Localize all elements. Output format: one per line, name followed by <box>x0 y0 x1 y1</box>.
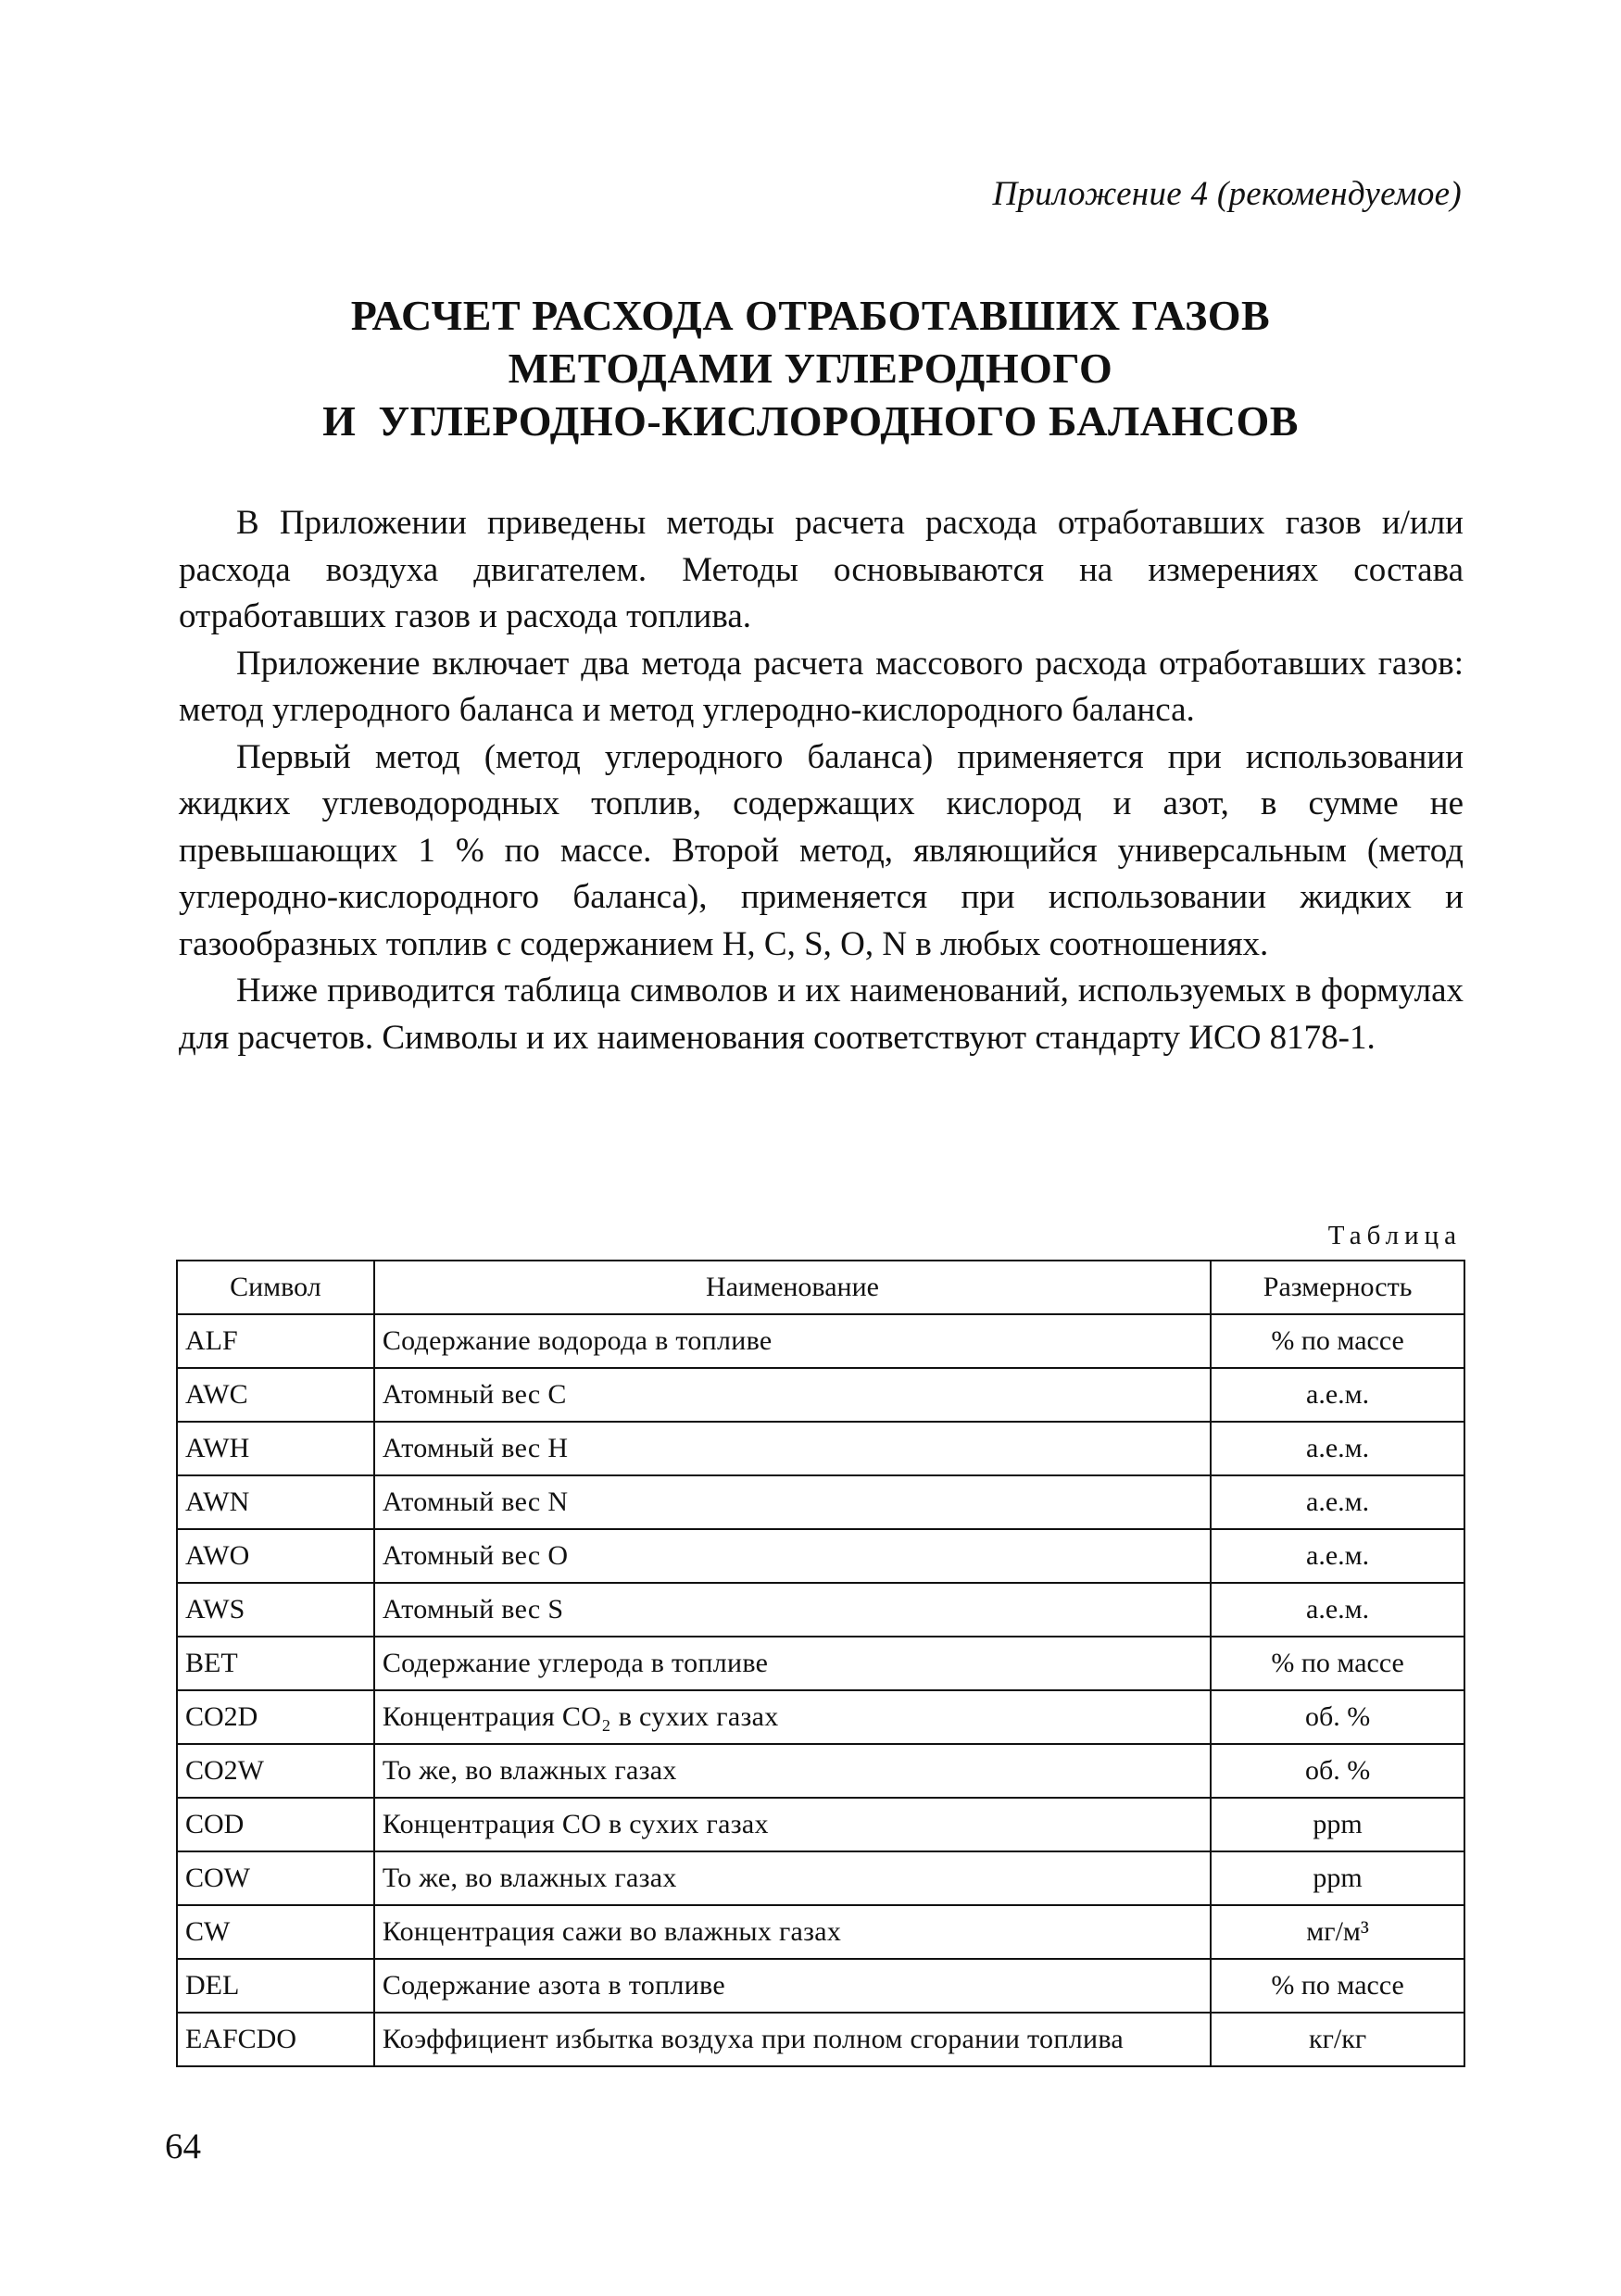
title-line-2: МЕТОДАМИ УГЛЕРОДНОГО <box>508 345 1113 392</box>
cell-unit: а.е.м. <box>1211 1475 1464 1529</box>
table-row <box>177 1905 1464 1959</box>
header-name: Наименование <box>374 1261 1211 1314</box>
table-row <box>177 2013 1464 2066</box>
cell-symbol: COW <box>177 1851 374 1905</box>
cell-name: Коэффициент избытка воздуха при полном сгорании топлива <box>374 2013 1211 2066</box>
cell-unit: об. % <box>1211 1744 1464 1798</box>
table-row <box>177 1368 1464 1422</box>
cell-symbol: EAFCDO <box>177 2013 374 2066</box>
cell-name: Атомный вес H <box>374 1422 1211 1475</box>
header-symbol: Символ <box>177 1261 374 1314</box>
cell-name: Концентрация CO в сухих газах <box>374 1798 1211 1851</box>
cell-symbol: DEL <box>177 1959 374 2013</box>
cell-symbol: AWH <box>177 1422 374 1475</box>
table-header-row <box>177 1261 1464 1314</box>
cell-symbol: CW <box>177 1905 374 1959</box>
cell-unit: а.е.м. <box>1211 1422 1464 1475</box>
cell-unit: ppm <box>1211 1798 1464 1851</box>
paragraph-3: Первый метод (метод углеродного баланса) применяется при использовании жидких углеводородных топлив, содержащих кислород и азот, в сумме не превышающих 1 % по массе. Второй метод, являющийся универсальным (метод углеродно-кислородного баланса), применяется при использовании жидких и газообразных топлив с содержанием H, C, S, O, N в любых соотношениях. <box>179 737 1464 963</box>
table-row <box>177 1637 1464 1690</box>
cell-unit: а.е.м. <box>1211 1368 1464 1422</box>
cell-symbol: CO2D <box>177 1690 374 1744</box>
cell-symbol: BET <box>177 1637 374 1690</box>
body-text <box>179 500 1464 1061</box>
table-row <box>177 1851 1464 1905</box>
table-row <box>177 1690 1464 1744</box>
page-title <box>0 289 1621 447</box>
title-line-3: И УГЛЕРОДНО-КИСЛОРОДНОГО БАЛАНСОВ <box>322 397 1299 445</box>
table-caption: Таблица <box>1327 1221 1462 1250</box>
cell-unit: а.е.м. <box>1211 1583 1464 1637</box>
header-unit: Размерность <box>1211 1261 1464 1314</box>
table-row <box>177 1959 1464 2013</box>
cell-name: Концентрация CO₂ в сухих газах <box>374 1690 1211 1744</box>
table-row <box>177 1798 1464 1851</box>
cell-name: Концентрация сажи во влажных газах <box>374 1905 1211 1959</box>
cell-unit: а.е.м. <box>1211 1529 1464 1583</box>
page-number: 64 <box>165 2127 201 2166</box>
paragraph-2: Приложение включает два метода расчета массового расхода отработавших газов: метод углеродного баланса и метод углеродно-кислородного баланса. <box>179 644 1464 729</box>
cell-name: Атомный вес S <box>374 1583 1211 1637</box>
cell-name: То же, во влажных газах <box>374 1744 1211 1798</box>
cell-name: Содержание углерода в топливе <box>374 1637 1211 1690</box>
table-row <box>177 1475 1464 1529</box>
appendix-label: Приложение 4 (рекомендуемое) <box>992 175 1462 213</box>
cell-unit: % по массе <box>1211 1314 1464 1368</box>
table-row <box>177 1583 1464 1637</box>
cell-name: То же, во влажных газах <box>374 1851 1211 1905</box>
cell-unit: мг/м³ <box>1211 1905 1464 1959</box>
title-line-1: РАСЧЕТ РАСХОДА ОТРАБОТАВШИХ ГАЗОВ <box>350 292 1271 339</box>
cell-symbol: CO2W <box>177 1744 374 1798</box>
table-row <box>177 1422 1464 1475</box>
cell-name: Атомный вес C <box>374 1368 1211 1422</box>
cell-name: Содержание азота в топливе <box>374 1959 1211 2013</box>
cell-symbol: ALF <box>177 1314 374 1368</box>
cell-symbol: AWO <box>177 1529 374 1583</box>
table-row <box>177 1314 1464 1368</box>
cell-symbol: AWN <box>177 1475 374 1529</box>
symbols-table <box>176 1260 1465 2067</box>
cell-unit: % по массе <box>1211 1959 1464 2013</box>
cell-unit: ppm <box>1211 1851 1464 1905</box>
table-row <box>177 1744 1464 1798</box>
cell-name: Содержание водорода в топливе <box>374 1314 1211 1368</box>
paragraph-1: В Приложении приведены методы расчета расхода отработавших газов и/или расхода воздуха двигателем. Методы основываются на измерениях состава отработавших газов и расхода топлива. <box>179 504 1464 635</box>
paragraph-4: Ниже приводится таблица символов и их наименований, используемых в формулах для расчетов. Символы и их наименования соответствуют стандарту ИСО 8178-1. <box>179 972 1464 1057</box>
cell-name: Атомный вес O <box>374 1529 1211 1583</box>
cell-symbol: COD <box>177 1798 374 1851</box>
cell-symbol: AWS <box>177 1583 374 1637</box>
cell-unit: об. % <box>1211 1690 1464 1744</box>
cell-symbol: AWC <box>177 1368 374 1422</box>
cell-unit: % по массе <box>1211 1637 1464 1690</box>
cell-unit: кг/кг <box>1211 2013 1464 2066</box>
table-row <box>177 1529 1464 1583</box>
cell-name: Атомный вес N <box>374 1475 1211 1529</box>
